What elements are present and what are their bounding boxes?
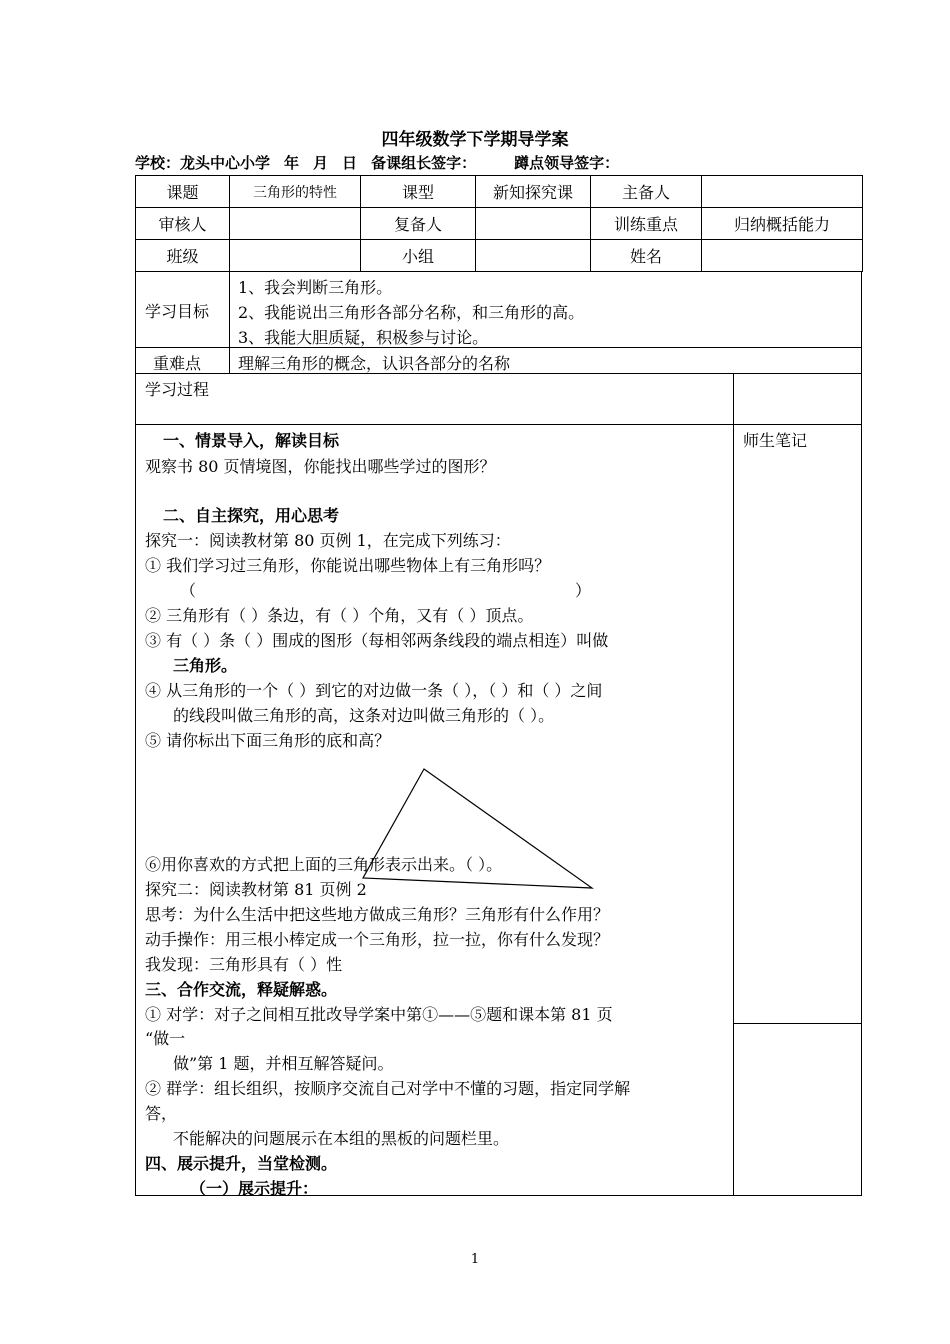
lesson-type-value: 新知探究课 xyxy=(476,176,591,208)
month-label: 月 xyxy=(313,154,329,172)
body-line: 我发现：三角形具有（ ）性 xyxy=(145,955,343,974)
question-2: ② 三角形有（ ）条边，有（ ）个角，又有（ ）顶点。 xyxy=(145,606,534,625)
body-line: 探究二：阅读教材第 81 页例 2 xyxy=(145,880,367,899)
year-label: 年 xyxy=(284,154,300,172)
group-label: 小组 xyxy=(361,240,476,272)
training-focus-value: 归纳概括能力 xyxy=(702,208,863,240)
body-line: ② 群学：组长组织，按顺序交流自己对学中不懂的习题，指定同学解 xyxy=(145,1079,631,1098)
question-4-cont: 的线段叫做三角形的高，这条对边叫做三角形的（ ）。 xyxy=(173,706,555,725)
question-6: ⑥用你喜欢的方式把上面的三角形表示出来。（ ）。 xyxy=(145,855,503,874)
body-line: 观察书 80 页情境图，你能找出哪些学过的图形？ xyxy=(145,457,496,476)
body-line: ① 对学：对子之间相互批改导学案中第①——⑤题和课本第 81 页 xyxy=(145,1005,613,1024)
body-line: 思考：为什么生活中把这些地方做成三角形？三角形有什么作用？ xyxy=(145,905,610,924)
section-heading: 四、展示提升，当堂检测。 xyxy=(145,1154,338,1173)
question-4: ④ 从三角形的一个（ ）到它的对边做一条（ ），（ ）和（ ）之间 xyxy=(145,681,603,700)
difficulty-label: 重难点 xyxy=(153,354,202,373)
question-1: ① 我们学习过三角形，你能说出哪些物体上有三角形吗？ xyxy=(145,556,551,575)
training-focus-label: 训练重点 xyxy=(591,208,702,240)
lesson-type-label: 课型 xyxy=(361,176,476,208)
question-3: ③ 有（ ）条（ ）围成的图形（每相邻两条线段的端点相连）叫做 xyxy=(145,631,609,650)
section-heading: 二、自主探究，用心思考 xyxy=(163,506,340,525)
leader-sign-label: 备课组长签字： xyxy=(371,154,477,172)
notes-label: 师生笔记 xyxy=(743,431,808,450)
section-heading: 三、合作交流，释疑解惑。 xyxy=(145,980,338,999)
answer-open-paren: （ xyxy=(180,581,197,600)
supervisor-sign-label: 蹲点领导签字： xyxy=(514,154,620,172)
name-label: 姓名 xyxy=(591,240,702,272)
question-3-cont: 三角形。 xyxy=(173,656,238,675)
body-line: 动手操作：用三根小棒定成一个三角形，拉一拉，你有什么发现？ xyxy=(145,930,610,949)
topic-label: 课题 xyxy=(136,176,230,208)
page-title: 四年级数学下学期导学案 xyxy=(381,130,569,150)
subsection-heading: （一）展示提升： xyxy=(190,1179,319,1198)
body-line: 答， xyxy=(145,1104,178,1123)
section-heading: 一、情景导入，解读目标 xyxy=(163,431,340,450)
goal-item: 3、我能大胆质疑，积极参与讨论。 xyxy=(238,328,489,347)
goals-label: 学习目标 xyxy=(145,302,210,321)
day-label: 日 xyxy=(342,154,358,172)
process-label: 学习过程 xyxy=(145,380,210,399)
reviewer-label: 审核人 xyxy=(136,208,230,240)
question-5: ⑤ 请你标出下面三角形的底和高？ xyxy=(145,731,391,750)
page-number: 1 xyxy=(470,1252,480,1267)
main-preparer-label: 主备人 xyxy=(591,176,702,208)
goal-item: 1、我会判断三角形。 xyxy=(238,278,393,297)
goal-item: 2、我能说出三角形各部分名称，和三角形的高。 xyxy=(238,303,585,322)
class-label: 班级 xyxy=(136,240,230,272)
body-line: 不能解决的问题展示在本组的黑板的问题栏里。 xyxy=(173,1129,510,1148)
body-line: “做一 xyxy=(145,1029,186,1048)
co-preparer-label: 复备人 xyxy=(361,208,476,240)
school-name: 学校：龙头中心小学 xyxy=(135,154,271,172)
body-line: 探究一：阅读教材第 80 页例 1，在完成下列练习： xyxy=(145,531,511,550)
topic-value: 三角形的特性 xyxy=(230,176,361,208)
body-line: 做”第 1 题，并相互解答疑问。 xyxy=(173,1054,394,1073)
difficulty-text: 理解三角形的概念，认识各部分的名称 xyxy=(238,354,511,373)
answer-close-paren: ） xyxy=(575,581,592,600)
